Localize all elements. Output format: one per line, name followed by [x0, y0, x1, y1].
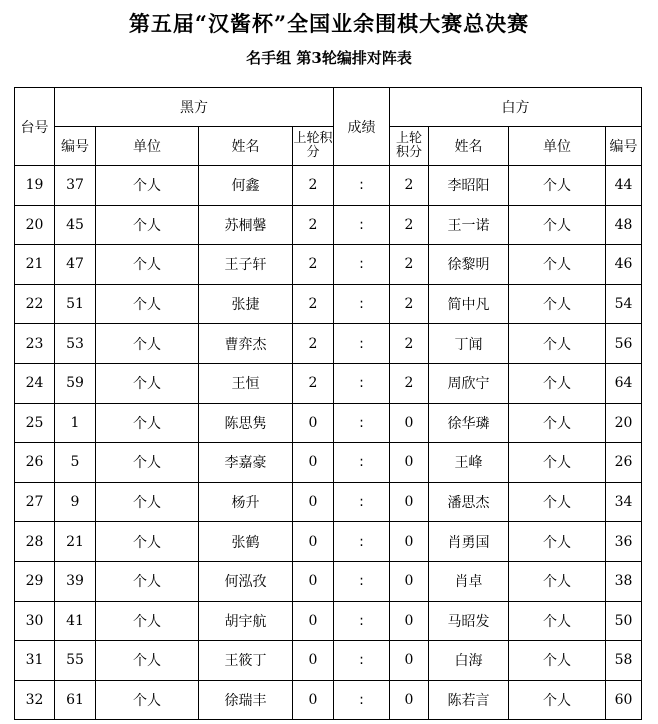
header-table-no: 台号 [15, 88, 55, 166]
table-no-cell: 19 [15, 166, 55, 206]
black-id-cell: 45 [55, 205, 96, 245]
white-points-cell: 0 [390, 482, 429, 522]
header-result: 成绩 [334, 88, 390, 166]
result-cell: : [334, 561, 390, 601]
black-name-cell: 张捷 [199, 284, 293, 324]
white-unit-cell: 个人 [509, 522, 606, 562]
table-row [15, 284, 642, 324]
header-white-id: 编号 [606, 127, 642, 166]
white-id-cell: 48 [606, 205, 642, 245]
black-points-cell: 0 [293, 522, 334, 562]
black-name-cell: 徐瑞丰 [199, 680, 293, 720]
table-no-cell: 22 [15, 284, 55, 324]
pairings-body [15, 166, 642, 720]
black-unit-cell: 个人 [96, 641, 199, 681]
white-unit-cell: 个人 [509, 324, 606, 364]
page-title: 第五届“汉酱杯”全国业余围棋大赛总决赛 [128, 11, 530, 36]
black-name-cell: 何鑫 [199, 166, 293, 206]
white-id-cell: 44 [606, 166, 642, 206]
table-row [15, 205, 642, 245]
black-name-cell: 张鹤 [199, 522, 293, 562]
white-id-cell: 56 [606, 324, 642, 364]
white-points-cell: 0 [390, 443, 429, 483]
result-cell: : [334, 363, 390, 403]
black-points-cell: 0 [293, 443, 334, 483]
white-unit-cell: 个人 [509, 166, 606, 206]
white-unit-cell: 个人 [509, 284, 606, 324]
white-name-cell: 丁闻 [429, 324, 509, 364]
white-name-cell: 王峰 [429, 443, 509, 483]
table-no-cell: 26 [15, 443, 55, 483]
header-white-unit: 单位 [509, 127, 606, 166]
black-points-cell: 2 [293, 205, 334, 245]
table-no-cell: 24 [15, 363, 55, 403]
white-id-cell: 54 [606, 284, 642, 324]
black-id-cell: 37 [55, 166, 96, 206]
table-row [15, 641, 642, 681]
white-name-cell: 周欣宁 [429, 363, 509, 403]
white-name-cell: 简中凡 [429, 284, 509, 324]
result-cell: : [334, 403, 390, 443]
white-id-cell: 38 [606, 561, 642, 601]
black-unit-cell: 个人 [96, 363, 199, 403]
black-points-cell: 2 [293, 284, 334, 324]
table-row [15, 403, 642, 443]
white-unit-cell: 个人 [509, 403, 606, 443]
black-name-cell: 杨升 [199, 482, 293, 522]
result-cell: : [334, 680, 390, 720]
white-points-cell: 2 [390, 205, 429, 245]
white-id-cell: 50 [606, 601, 642, 641]
white-id-cell: 64 [606, 363, 642, 403]
result-cell: : [334, 443, 390, 483]
black-id-cell: 59 [55, 363, 96, 403]
table-no-cell: 27 [15, 482, 55, 522]
table-no-cell: 32 [15, 680, 55, 720]
black-unit-cell: 个人 [96, 245, 199, 285]
black-name-cell: 王恒 [199, 363, 293, 403]
white-unit-cell: 个人 [509, 601, 606, 641]
black-name-cell: 李嘉豪 [199, 443, 293, 483]
header-white: 白方 [390, 88, 642, 127]
white-name-cell: 李昭阳 [429, 166, 509, 206]
header-black: 黑方 [55, 88, 334, 127]
white-name-cell: 肖勇国 [429, 522, 509, 562]
white-id-cell: 36 [606, 522, 642, 562]
black-id-cell: 41 [55, 601, 96, 641]
black-unit-cell: 个人 [96, 443, 199, 483]
header-white-name: 姓名 [429, 127, 509, 166]
white-unit-cell: 个人 [509, 245, 606, 285]
black-unit-cell: 个人 [96, 680, 199, 720]
white-name-cell: 陈若言 [429, 680, 509, 720]
black-id-cell: 1 [55, 403, 96, 443]
white-unit-cell: 个人 [509, 443, 606, 483]
white-points-cell: 0 [390, 561, 429, 601]
black-points-cell: 0 [293, 601, 334, 641]
white-name-cell: 王一诺 [429, 205, 509, 245]
table-row [15, 245, 642, 285]
header-black-name: 姓名 [199, 127, 293, 166]
black-points-cell: 2 [293, 245, 334, 285]
white-points-cell: 2 [390, 245, 429, 285]
white-points-cell: 2 [390, 284, 429, 324]
header-row-sub [15, 127, 642, 166]
header-black-prev-points: 上轮积分 [293, 127, 334, 166]
table-row [15, 482, 642, 522]
white-name-cell: 潘思杰 [429, 482, 509, 522]
white-unit-cell: 个人 [509, 641, 606, 681]
white-unit-cell: 个人 [509, 363, 606, 403]
header-black-unit: 单位 [96, 127, 199, 166]
black-points-cell: 0 [293, 680, 334, 720]
table-no-cell: 31 [15, 641, 55, 681]
result-cell: : [334, 284, 390, 324]
white-id-cell: 26 [606, 443, 642, 483]
white-points-cell: 2 [390, 324, 429, 364]
table-row [15, 363, 642, 403]
black-unit-cell: 个人 [96, 482, 199, 522]
black-points-cell: 0 [293, 641, 334, 681]
black-unit-cell: 个人 [96, 324, 199, 364]
white-unit-cell: 个人 [509, 680, 606, 720]
white-name-cell: 马昭发 [429, 601, 509, 641]
black-points-cell: 2 [293, 166, 334, 206]
black-unit-cell: 个人 [96, 284, 199, 324]
white-points-cell: 0 [390, 680, 429, 720]
table-no-cell: 29 [15, 561, 55, 601]
black-name-cell: 陈思隽 [199, 403, 293, 443]
white-name-cell: 白海 [429, 641, 509, 681]
white-name-cell: 肖卓 [429, 561, 509, 601]
black-id-cell: 51 [55, 284, 96, 324]
black-points-cell: 2 [293, 363, 334, 403]
white-points-cell: 0 [390, 641, 429, 681]
black-id-cell: 5 [55, 443, 96, 483]
header-row-top [15, 88, 642, 127]
black-name-cell: 曹弈杰 [199, 324, 293, 364]
result-cell: : [334, 166, 390, 206]
black-unit-cell: 个人 [96, 166, 199, 206]
table-row [15, 601, 642, 641]
table-no-cell: 23 [15, 324, 55, 364]
white-points-cell: 0 [390, 522, 429, 562]
black-id-cell: 39 [55, 561, 96, 601]
black-points-cell: 0 [293, 561, 334, 601]
table-row [15, 561, 642, 601]
black-unit-cell: 个人 [96, 522, 199, 562]
table-no-cell: 30 [15, 601, 55, 641]
white-points-cell: 0 [390, 403, 429, 443]
result-cell: : [334, 205, 390, 245]
black-name-cell: 苏桐馨 [199, 205, 293, 245]
black-name-cell: 王子轩 [199, 245, 293, 285]
header-black-id: 编号 [55, 127, 96, 166]
result-cell: : [334, 324, 390, 364]
black-name-cell: 王筱丁 [199, 641, 293, 681]
white-id-cell: 20 [606, 403, 642, 443]
black-name-cell: 何泓孜 [199, 561, 293, 601]
white-unit-cell: 个人 [509, 561, 606, 601]
result-cell: : [334, 522, 390, 562]
black-id-cell: 61 [55, 680, 96, 720]
white-unit-cell: 个人 [509, 205, 606, 245]
black-id-cell: 53 [55, 324, 96, 364]
white-name-cell: 徐华璘 [429, 403, 509, 443]
black-id-cell: 47 [55, 245, 96, 285]
table-row [15, 166, 642, 206]
white-id-cell: 60 [606, 680, 642, 720]
white-id-cell: 46 [606, 245, 642, 285]
header-white-prev-points: 上轮积分 [390, 127, 429, 166]
white-points-cell: 0 [390, 601, 429, 641]
black-points-cell: 0 [293, 403, 334, 443]
black-unit-cell: 个人 [96, 601, 199, 641]
result-cell: : [334, 601, 390, 641]
pairings-table [14, 87, 642, 720]
black-id-cell: 21 [55, 522, 96, 562]
table-no-cell: 25 [15, 403, 55, 443]
table-no-cell: 20 [15, 205, 55, 245]
result-cell: : [334, 245, 390, 285]
black-unit-cell: 个人 [96, 205, 199, 245]
white-points-cell: 2 [390, 363, 429, 403]
page-subtitle: 名手组 第3轮编排对阵表 [246, 49, 412, 67]
white-id-cell: 34 [606, 482, 642, 522]
table-no-cell: 21 [15, 245, 55, 285]
result-cell: : [334, 641, 390, 681]
black-points-cell: 0 [293, 482, 334, 522]
table-row [15, 324, 642, 364]
table-row [15, 680, 642, 720]
black-unit-cell: 个人 [96, 403, 199, 443]
black-points-cell: 2 [293, 324, 334, 364]
white-id-cell: 58 [606, 641, 642, 681]
white-points-cell: 2 [390, 166, 429, 206]
white-name-cell: 徐黎明 [429, 245, 509, 285]
table-no-cell: 28 [15, 522, 55, 562]
black-id-cell: 9 [55, 482, 96, 522]
table-row [15, 522, 642, 562]
white-unit-cell: 个人 [509, 482, 606, 522]
black-name-cell: 胡宇航 [199, 601, 293, 641]
black-id-cell: 55 [55, 641, 96, 681]
result-cell: : [334, 482, 390, 522]
black-unit-cell: 个人 [96, 561, 199, 601]
table-row [15, 443, 642, 483]
